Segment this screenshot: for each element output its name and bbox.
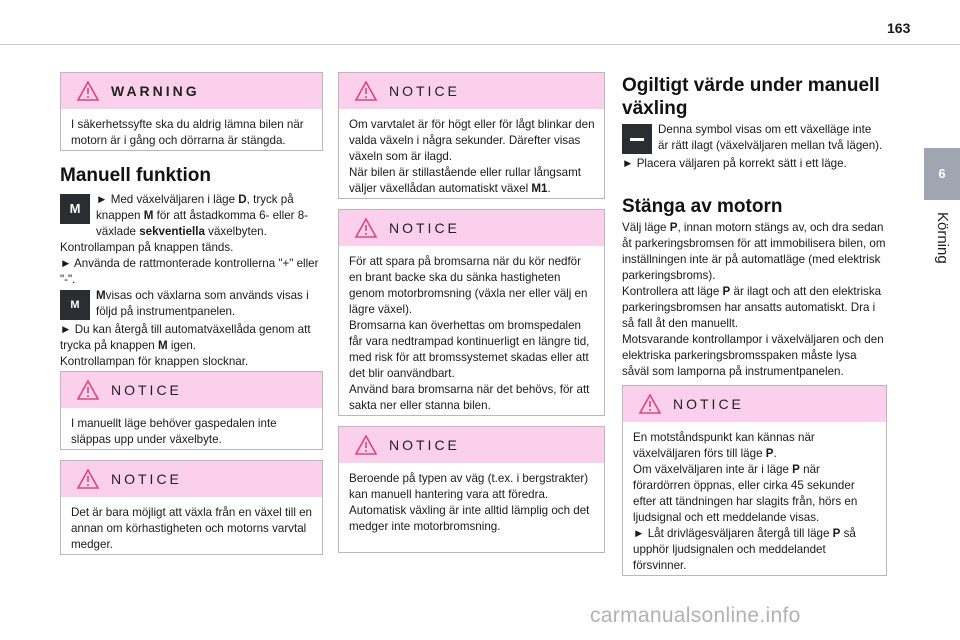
notice-title: NOTICE [111, 382, 182, 398]
heading-stop: Stänga av motorn [622, 196, 783, 217]
stop-section: Välj läge P, innan motorn stängs av, och dra sedan åt parkeringsbromsen för att immobilisera bilen, om inställningen inte är på automatläge (med elektrisk parkeringsbroms). Kontrollera att läge P är ilagt och att den elektriska parkeringsbromsen har ansatts automatiskt. Dra i så fall åt den manuellt. Motsvarande kontrollampor i växelväljaren och den elektriska parkeringsbromsspaken måste lysa såväl som lamporna på instrumentpanelen. [622, 221, 886, 378]
minus-icon [622, 124, 652, 154]
manual-paragraph-1: M ► Med växelväljaren i läge D, tryck på knappen M för att åstadkomma 6- eller 8-växlade sekventiella växelbyten. [60, 192, 322, 240]
notice-box-4 [338, 209, 605, 416]
notice-header [61, 372, 322, 408]
notice-box-3 [338, 72, 605, 199]
invalid-instruction: ► Placera väljaren på korrekt sätt i ett läge. [622, 157, 847, 170]
warning-triangle-icon [77, 81, 99, 101]
manual-mode-icon: M [60, 194, 90, 224]
heading-invalid: Ogiltigt värde under manuell växling [622, 75, 880, 119]
warning-triangle-icon [77, 380, 99, 400]
warning-triangle-icon [355, 435, 377, 455]
notice-title: NOTICE [673, 396, 744, 412]
notice-box-6 [622, 385, 887, 576]
notice-text: I manuellt läge behöver gaspedalen inte släppas upp under växelbyte. [71, 417, 277, 446]
manual-paragraph-3: ► Använda de rattmonterade kontrollerna "+" eller "-". [60, 257, 319, 286]
notice-text: Beroende på typen av väg (t.ex. i bergstrakter) kan manuell hantering vara att föredra. Automatisk växling är inte alltid lämplig och det medger inte motorbromsning. [349, 472, 590, 533]
notice-title: NOTICE [111, 471, 182, 487]
warning-title: WARNING [111, 83, 200, 99]
warning-triangle-icon [77, 469, 99, 489]
manual-paragraph-5: ► Du kan återgå till automatväxellåda genom att trycka på knappen M igen. [60, 323, 311, 352]
notice-box-5 [338, 426, 605, 553]
chapter-label: Körning [934, 212, 951, 264]
notice-text: En motståndspunkt kan kännas när växelväljaren förs till läge P. Om växelväljaren inte är i läge P när förardörren öppnas, eller cirka 45 sekunder efter att tändningen har slagits från, hörs en ljudsignal och ett meddelande visas. ► Låt drivlägesväljaren återgå till läge P så upphör ljudsignalen och meddelandet försvinner. [633, 431, 858, 572]
manual-paragraph-2: Kontrollampan på knappen tänds. [60, 241, 234, 254]
notice-text: För att spara på bromsarna när du kör nedför en brant backe ska du sänka hastigheten genom motorbromsning (växla ner eller välj en lägre växel). Bromsarna kan överhettas om bromspedalen får vara nedtrampad kontinuerligt en längre tid, med risk för att bromssystemet skadas eller att det blir oanvändbart. Använd bara bromsarna när det behövs, för att sakta ner eller stanna bilen. [349, 255, 590, 412]
manual-paragraph-4: M Mvisas och växlarna som används visas i följd på instrumentpanelen. [60, 288, 322, 320]
notice-header [339, 210, 604, 246]
warning-text: I säkerhetssyfte ska du aldrig lämna bilen när motorn är i gång och dörrarna är stängda. [71, 118, 304, 147]
notice-box-1 [60, 371, 323, 450]
notice-header [623, 386, 886, 422]
notice-text: Det är bara möjligt att växla från en växel till en annan om körhastigheten och motorns varvtal medger. [71, 506, 313, 551]
gear-display-icon: M [60, 290, 90, 320]
notice-header [61, 461, 322, 497]
notice-header [339, 427, 604, 463]
watermark: carmanualsonline.info [590, 604, 801, 627]
notice-box-2 [60, 460, 323, 555]
notice-title: NOTICE [389, 437, 460, 453]
invalid-text: Denna symbol visas om ett växelläge inte är rätt ilagt (växelväljaren mellan två lägen). [658, 123, 883, 152]
notice-title: NOTICE [389, 220, 460, 236]
manual-section [60, 192, 322, 370]
warning-triangle-icon [355, 218, 377, 238]
manual-paragraph-6: Kontrollampan för knappen slocknar. [60, 355, 249, 368]
page-number: 163 [887, 20, 911, 36]
invalid-section [622, 122, 884, 172]
warning-triangle-icon [355, 81, 377, 101]
warning-header [61, 73, 322, 109]
heading-manual: Manuell funktion [60, 165, 211, 186]
notice-title: NOTICE [389, 83, 460, 99]
notice-text: Om varvtalet är för högt eller för lågt blinkar den valda växeln i några sekunder. Därefter visas växeln som är ilagd. När bilen är stillastående eller rullar långsamt väljer växellådan automatiskt växel M1. [349, 118, 595, 195]
notice-header [339, 73, 604, 109]
header-divider [0, 44, 960, 45]
warning-triangle-icon [639, 394, 661, 414]
chapter-tab[interactable]: 6 [924, 148, 960, 200]
warning-box [60, 72, 323, 151]
